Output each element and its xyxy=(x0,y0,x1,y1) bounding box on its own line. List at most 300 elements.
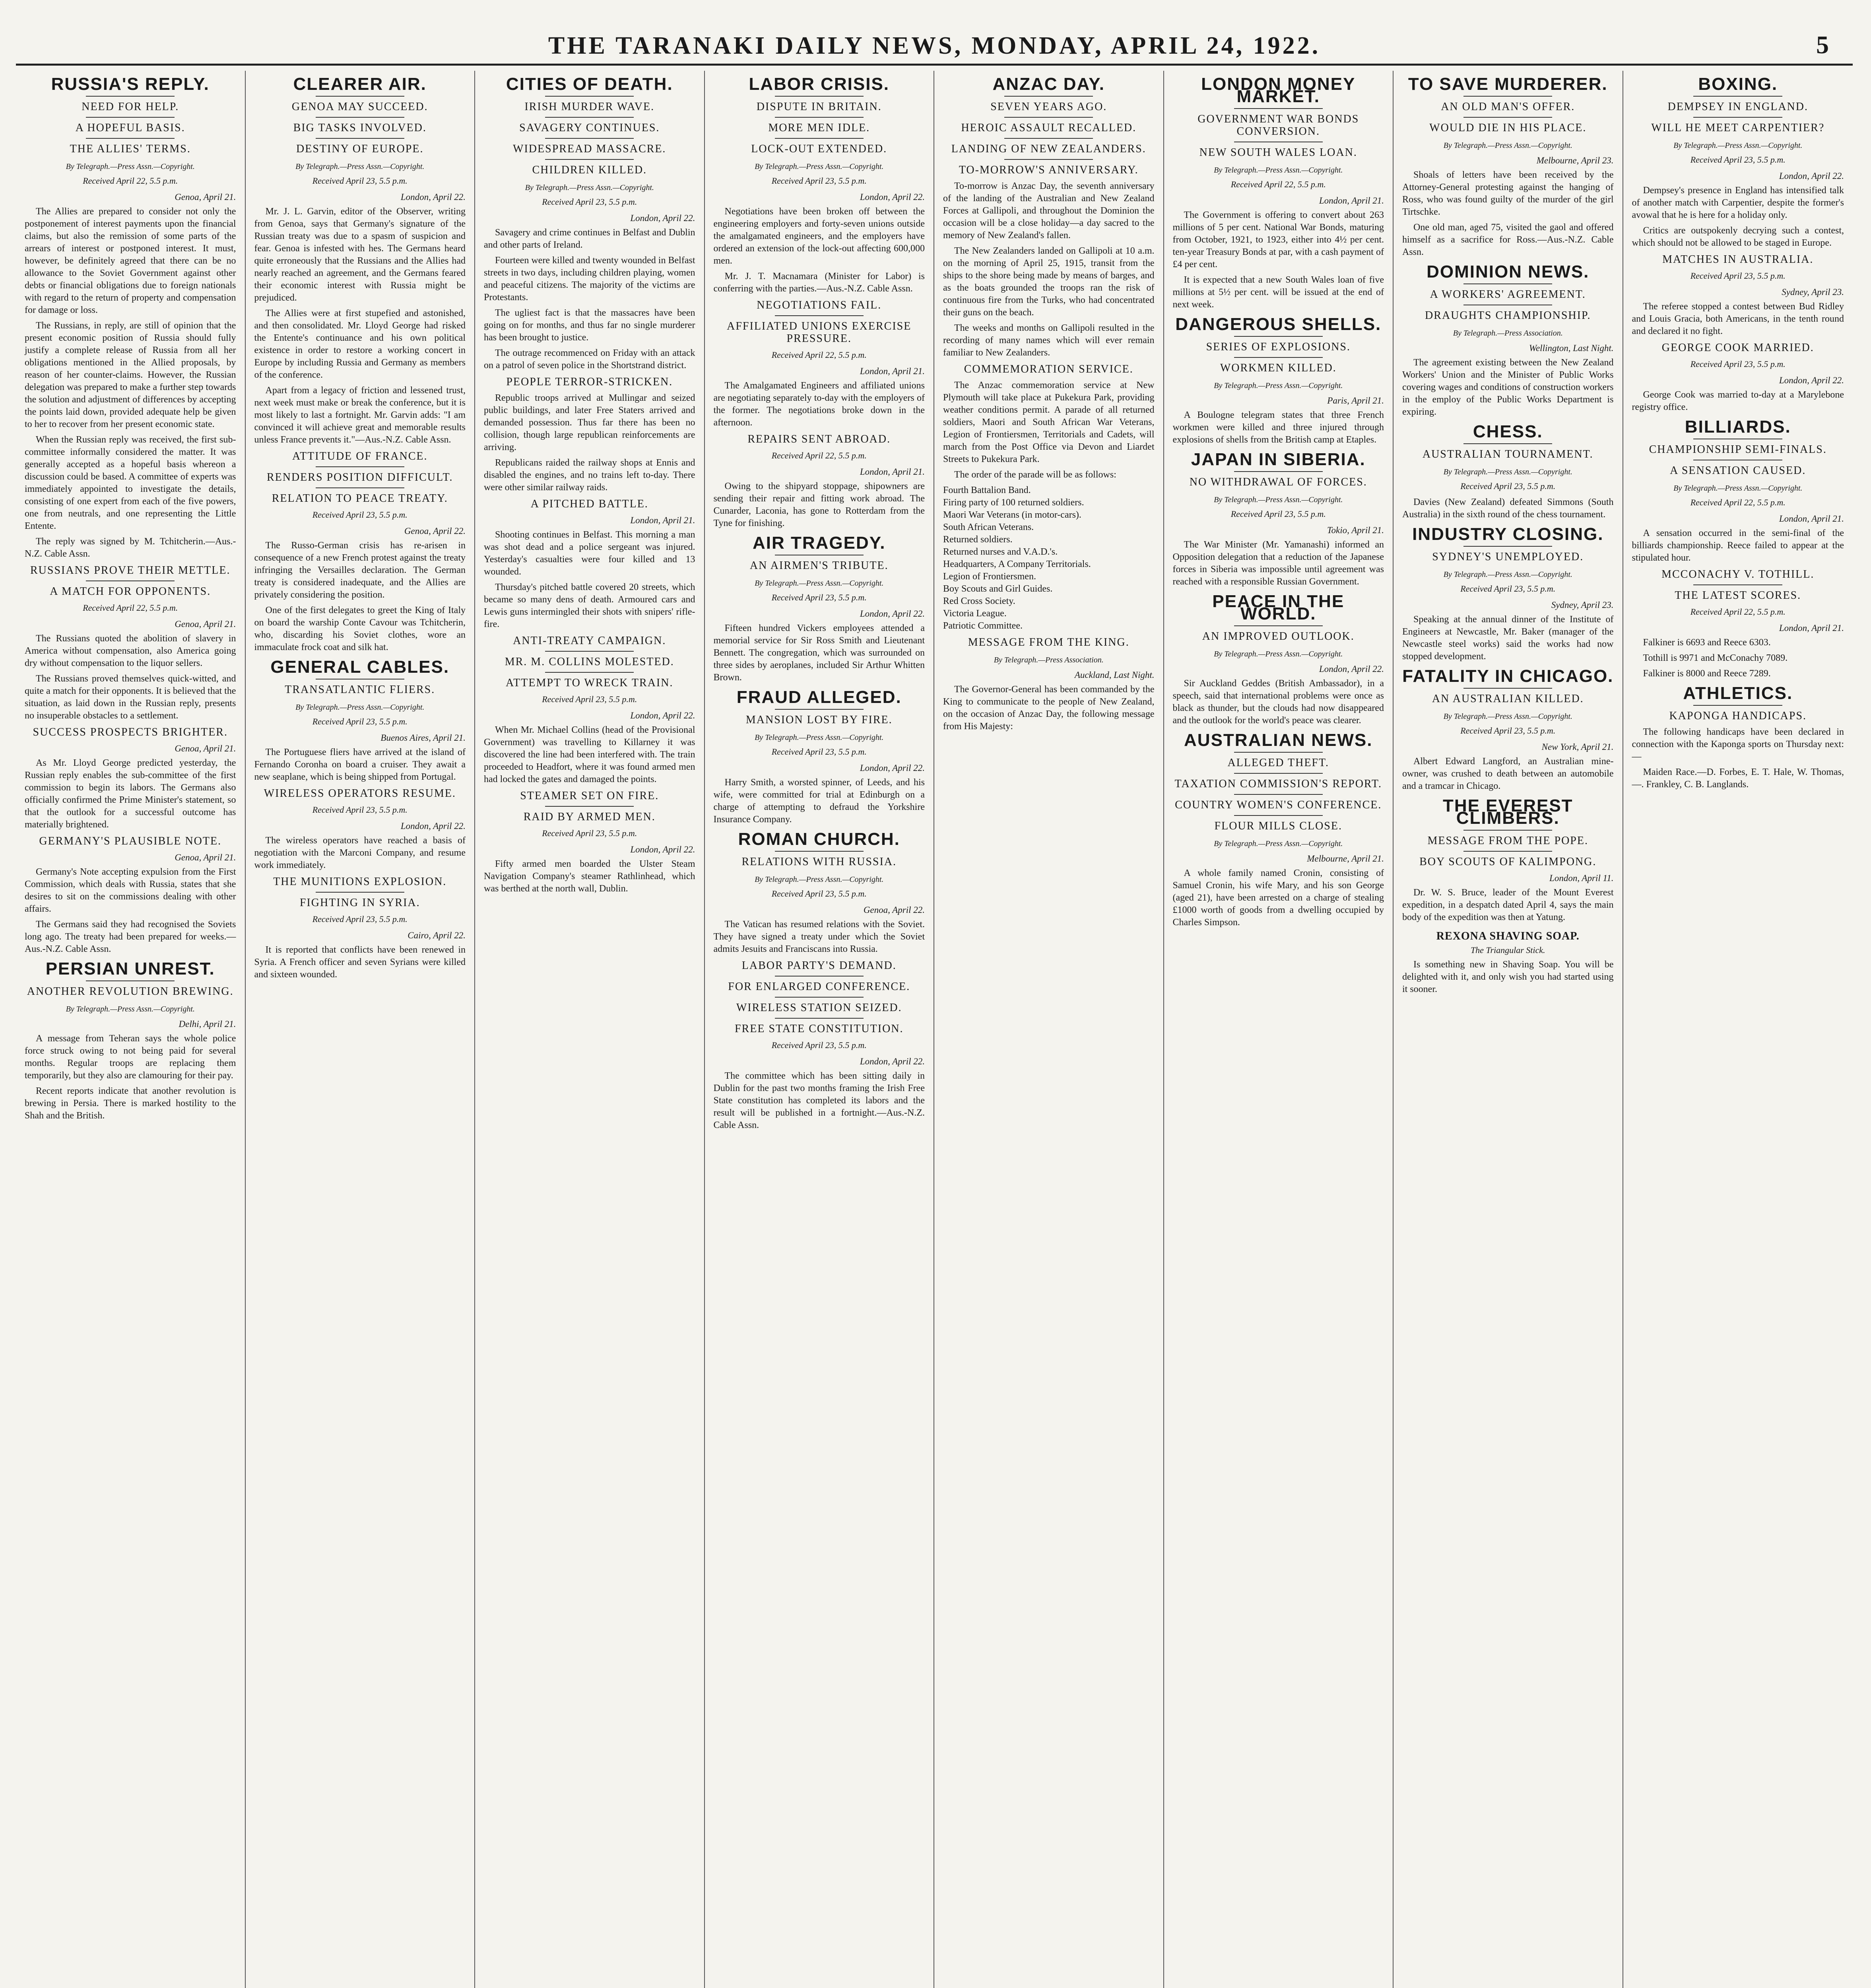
paragraph: The order of the parade will be as follows: xyxy=(954,470,1116,480)
divider xyxy=(1234,794,1323,795)
deck: RELATION TO PEACE TREATY. xyxy=(272,492,448,505)
article xyxy=(1402,422,1614,521)
paragraph: The Portuguese fliers have arrived at the island of Fernando Coronha on board a cruiser. They await a new seaplane, which is being shipped from Portugal. xyxy=(254,747,466,782)
article xyxy=(1402,666,1614,792)
paragraph: The Germans said they had recognised the Soviets long ago. The treaty had been prepared for weeks.—Aus.-N.Z. Cable Assn. xyxy=(25,919,236,954)
article xyxy=(1402,74,1614,258)
received-time: Received April 22, 5.5 p.m. xyxy=(1690,607,1786,617)
dateline: Genoa, April 22. xyxy=(863,905,925,915)
deck: KAPONGA HANDICAPS. xyxy=(1669,710,1807,722)
divider xyxy=(1463,283,1552,284)
divider xyxy=(545,672,634,673)
headline: FATALITY IN CHICAGO. xyxy=(1402,666,1614,686)
wire-credit: By Telegraph.—Press Assn.—Copyright. xyxy=(1214,381,1343,390)
deck: MANSION LOST BY FIRE. xyxy=(745,714,893,726)
article xyxy=(484,498,695,631)
deck: TRANSATLANTIC FLIERS. xyxy=(285,683,435,696)
paragraph: The wireless operators have reached a basis of negotiation with the Marconi Company, and resume work immediately. xyxy=(254,835,466,870)
list-item: Returned soldiers. xyxy=(943,534,1013,545)
headline: BILLIARDS. xyxy=(1685,417,1791,437)
received-time: Received April 23, 5.5 p.m. xyxy=(542,694,637,704)
wire-credit: By Telegraph.—Press Assn.—Copyright. xyxy=(525,183,654,192)
deck: RAID BY ARMED MEN. xyxy=(523,811,656,823)
received-time: Received April 23, 5.5 p.m. xyxy=(312,716,408,726)
list-item: South African Veterans. xyxy=(943,522,1034,532)
paragraph: It is reported that conflicts have been renewed in Syria. A French officer and seven Syrians were killed and sixteen wounded. xyxy=(254,945,466,980)
deck: ANOTHER REVOLUTION BREWING. xyxy=(27,985,234,998)
headline: ROMAN CHURCH. xyxy=(738,829,900,849)
divider xyxy=(1004,117,1093,118)
paragraph: Speaking at the annual dinner of the Institute of Engineers at Newcastle, Mr. Baker (manager of the Newcastle steel works) said the works had now stopped development. xyxy=(1402,614,1614,662)
dateline: London, April 21. xyxy=(860,366,925,376)
deck: REPAIRS SENT ABROAD. xyxy=(747,433,891,445)
paragraph: A message from Teheran says the whole police force struck owing to not being paid for several months. Regular troops are replacing them temporarily, but they also are clamouring for their pay. xyxy=(25,1033,236,1081)
headline: INDUSTRY CLOSING. xyxy=(1412,524,1604,544)
divider xyxy=(545,96,634,97)
deck: ANTI-TREATY CAMPAIGN. xyxy=(513,635,666,647)
article xyxy=(484,376,695,494)
parade-order-list xyxy=(943,484,1155,632)
dateline: London, April 21. xyxy=(1779,623,1844,633)
divider xyxy=(1693,705,1782,706)
article xyxy=(714,299,925,429)
wire-credit: By Telegraph.—Press Assn.—Copyright. xyxy=(755,162,884,171)
headline: PEACE IN THE WORLD. xyxy=(1212,592,1345,623)
wire-credit: By Telegraph.—Press Assn.—Copyright. xyxy=(755,579,884,588)
divider xyxy=(775,976,864,977)
paragraph: Thursday's pitched battle covered 20 streets, which became so many dens of death. Armoured cars and Lewis guns intermingled their shots with snipers' rifle-fire. xyxy=(484,582,695,629)
deck: DESTINY OF EUROPE. xyxy=(296,143,424,155)
received-time: Received April 23, 5.5 p.m. xyxy=(542,828,637,838)
deck: GERMANY'S PLAUSIBLE NOTE. xyxy=(39,835,222,847)
dateline: London, April 21. xyxy=(630,515,695,525)
divider xyxy=(1463,851,1552,852)
list-item: Fourth Battalion Band. xyxy=(943,485,1031,495)
paragraph: The Anzac commemoration service at New Plymouth will take place at Pukekura Park, providing weather conditions permit. A parade of all returned soldiers, Maori and South African War Veterans, Legion of Frontiersmen, Territorials and Cadets, will march from the Post Office via Devon and Liardet Streets to Pukekura Park. xyxy=(943,380,1155,464)
divider xyxy=(1463,443,1552,444)
article xyxy=(254,787,466,872)
received-time: Received April 23, 5.5 p.m. xyxy=(1690,155,1786,165)
received-time: Received April 23, 5.5 p.m. xyxy=(771,592,867,602)
deck: LABOR PARTY'S DEMAND. xyxy=(741,959,897,972)
wire-credit: By Telegraph.—Press Association. xyxy=(994,656,1104,664)
paragraph: The Allies are prepared to consider not only the postponement of interest payments upon the financial claims, but also the remission of some parts of the arrears of interest or postponed interest. It must, however, be definitely agreed that there can be no allowance to the Soviet Government against other debts or financial obligations due to foreign nationals with regard to the return of property and compensation for damage or loss. xyxy=(25,206,236,315)
deck: NEED FOR HELP. xyxy=(82,101,179,113)
article xyxy=(713,829,925,955)
dateline: London, April 22. xyxy=(400,821,466,831)
dateline: London, April 21. xyxy=(1779,514,1844,524)
deck: ATTITUDE OF FRANCE. xyxy=(292,450,428,462)
article xyxy=(943,363,1155,632)
column-1 xyxy=(16,71,246,1988)
deck: GENOA MAY SUCCEED. xyxy=(291,101,428,113)
list-item: Firing party of 100 returned soldiers. xyxy=(943,497,1084,508)
deck: WIDESPREAD MASSACRE. xyxy=(513,143,666,155)
deck: MESSAGE FROM THE POPE. xyxy=(1427,835,1588,847)
deck: TAXATION COMMISSION'S REPORT. xyxy=(1174,778,1382,790)
divider xyxy=(1234,625,1323,626)
paragraph: Dempsey's presence in England has intensified talk of another match with Carpentier, despite the former's avowal that he is here for a holiday only. xyxy=(1632,185,1844,220)
divider xyxy=(86,980,175,981)
received-time: Received April 22, 5.5 p.m. xyxy=(83,603,178,613)
article xyxy=(1172,592,1384,727)
divider xyxy=(1463,96,1552,97)
paragraph: George Cook was married to-day at a Marylebone registry office. xyxy=(1632,390,1844,412)
divider xyxy=(1234,336,1323,337)
article xyxy=(1402,930,1614,996)
page-number: 5 xyxy=(1816,31,1829,59)
paragraph: Republic troops arrived at Mullingar and seized public buildings, and later Free Staters arrived and demanded possession. Thus far there has been no collision, though large republican reinforcements are arriving. xyxy=(484,393,695,452)
article xyxy=(254,450,466,654)
received-time: Received April 23, 5.5 p.m. xyxy=(1460,726,1556,736)
paragraph: A sensation occurred in the semi-final of the billiards championship. Reece failed to appear at the stipulated hour. xyxy=(1632,528,1844,563)
article xyxy=(1632,253,1844,338)
received-time: Received April 22, 5.5 p.m. xyxy=(1690,497,1786,507)
wire-credit: By Telegraph.—Press Assn.—Copyright. xyxy=(1214,495,1343,504)
deck: LOCK-OUT EXTENDED. xyxy=(751,143,887,155)
dateline: Sydney, April 23. xyxy=(1551,600,1614,610)
deck: AUSTRALIAN TOURNAMENT. xyxy=(1422,448,1593,460)
list-item: Patriotic Committee. xyxy=(943,621,1023,631)
paragraph: The New Zealanders landed on Gallipoli at 10 a.m. on the morning of April 25, 1915, transit from the ships to the shore being made by means of barges, and as the boats grounded the troops ran the risk of continuous fire from the Turks, who had concentrated their guns on the beach. xyxy=(943,246,1155,318)
received-time: Received April 23, 5.5 p.m. xyxy=(312,176,408,186)
dateline: London, April 22. xyxy=(630,845,695,854)
headline: AIR TRAGEDY. xyxy=(753,533,886,553)
headline: CHESS. xyxy=(1473,422,1543,441)
paragraph: A Boulogne telegram states that three French workmen were killed and three injured through explosions of shells from the British camp at Etaples. xyxy=(1172,410,1384,445)
paragraph: The reply was signed by M. Tchitcherin.—Aus.-N.Z. Cable Assn. xyxy=(25,536,236,559)
divider xyxy=(545,117,634,118)
dateline: Buenos Aires, April 21. xyxy=(380,733,466,743)
deck: A WORKERS' AGREEMENT. xyxy=(1430,288,1586,301)
article xyxy=(1402,524,1614,663)
article xyxy=(254,876,466,981)
divider xyxy=(1004,96,1093,97)
paragraph: Davies (New Zealand) defeated Simmons (South Australia) in the sixth round of the chess tournament. xyxy=(1402,497,1614,520)
divider xyxy=(316,117,404,118)
dateline: Genoa, April 21. xyxy=(175,852,236,862)
deck: NEW SOUTH WALES LOAN. xyxy=(1199,146,1357,159)
column-5 xyxy=(934,71,1164,1988)
ad-subtitle: The Triangular Stick. xyxy=(1470,945,1545,955)
deck: CHILDREN KILLED. xyxy=(532,164,647,176)
deck: MCCONACHY V. TOTHILL. xyxy=(1661,568,1815,580)
list-item: Victoria League. xyxy=(943,608,1007,619)
paragraph: The War Minister (Mr. Yamanashi) informed an Opposition delegation that a reduction of the Japanese forces in Siberia was impossible until agreement was reached with a responsible Russian Government. xyxy=(1172,540,1384,587)
deck: GEORGE COOK MARRIED. xyxy=(1661,342,1814,354)
divider xyxy=(1004,159,1093,160)
divider xyxy=(775,138,864,139)
paragraph: The following handicaps have been declared in connection with the Kaponga sports on Thursday next:— xyxy=(1632,727,1844,762)
divider xyxy=(545,806,634,807)
wire-credit: By Telegraph.—Press Assn.—Copyright. xyxy=(1673,141,1803,150)
headline: AUSTRALIAN NEWS. xyxy=(1184,730,1373,750)
divider xyxy=(1463,688,1552,689)
deck: BIG TASKS INVOLVED. xyxy=(293,122,427,134)
deck: PEOPLE TERROR-STRICKEN. xyxy=(506,376,673,388)
deck: SYDNEY'S UNEMPLOYED. xyxy=(1432,551,1584,563)
column-2 xyxy=(246,71,476,1988)
paragraph: To-morrow is Anzac Day, the seventh anniversary of the landing of the Australian and New Zealand Forces at Gallipoli, and throughout the Dominion the occasion will be a close holiday—a day sacred to the memory of New Zealand's fallen. xyxy=(943,181,1155,241)
deck: NEGOTIATIONS FAIL. xyxy=(757,299,882,311)
dateline: New York, April 21. xyxy=(1541,742,1614,752)
deck: MR. M. COLLINS MOLESTED. xyxy=(505,656,674,668)
headline: LABOR CRISIS. xyxy=(749,74,890,94)
wire-credit: By Telegraph.—Press Assn.—Copyright. xyxy=(295,162,425,171)
divider xyxy=(1463,546,1552,547)
wire-credit: By Telegraph.—Press Association. xyxy=(1453,329,1563,338)
deck: LANDING OF NEW ZEALANDERS. xyxy=(951,143,1146,155)
wire-credit: By Telegraph.—Press Assn.—Copyright. xyxy=(755,875,884,884)
paragraph: Owing to the shipyard stoppage, shipowners are sending their repair and fitting work abroad. The Cunarder, Laconia, has gone to Rotterdam from the Tyne for finishing. xyxy=(713,481,925,528)
paragraph: Apart from a legacy of friction and lessened trust, next week must make or break the conference, but it is most likely to last a fortnight. Mr. Garvin adds: "I am convinced it will achieve great and memorable results unless France prevents it."—Aus.-N.Z. Cable Assn. xyxy=(254,385,466,445)
divider xyxy=(775,1018,864,1019)
article xyxy=(25,959,236,1122)
column-3 xyxy=(475,71,705,1988)
deck: AFFILIATED UNIONS EXERCISE PRESSURE. xyxy=(727,320,912,345)
divider xyxy=(1234,108,1323,109)
dateline: London, April 21. xyxy=(1319,196,1384,206)
masthead-title: THE TARANAKI DAILY NEWS, MONDAY, APRIL 24, 1922. xyxy=(548,32,1321,59)
divider xyxy=(1463,117,1552,118)
article xyxy=(25,74,236,560)
dateline: Auckland, Last Night. xyxy=(1074,670,1155,680)
dateline: Tokio, April 21. xyxy=(1327,525,1384,535)
dateline: Genoa, April 22. xyxy=(404,526,466,536)
article xyxy=(1172,315,1384,446)
article xyxy=(713,533,925,684)
wire-credit: By Telegraph.—Press Assn.—Copyright. xyxy=(1443,570,1572,579)
deck: RUSSIANS PROVE THEIR METTLE. xyxy=(30,564,231,577)
column-6 xyxy=(1164,71,1394,1988)
deck: HEROIC ASSAULT RECALLED. xyxy=(961,122,1137,134)
deck: THE ALLIES' TERMS. xyxy=(70,143,191,155)
headline: LONDON MONEY MARKET. xyxy=(1201,74,1356,106)
article xyxy=(1632,568,1844,680)
dateline: London, April 22. xyxy=(630,213,695,223)
wire-credit: By Telegraph.—Press Assn.—Copyright. xyxy=(1443,712,1572,721)
deck: FREE STATE CONSTITUTION. xyxy=(734,1023,904,1035)
wire-credit: By Telegraph.—Press Assn.—Copyright. xyxy=(295,703,425,712)
deck: GOVERNMENT WAR BONDS CONVERSION. xyxy=(1198,113,1359,138)
deck: WIRELESS OPERATORS RESUME. xyxy=(264,787,456,800)
dateline: Sydney, April 23. xyxy=(1782,287,1844,297)
paragraph: The committee which has been sitting daily in Dublin for the past two months framing the Irish Free State constitution has completed its labors and the result will be published in a fortnight.—Aus.-N.Z. Cable Assn. xyxy=(713,1071,925,1130)
deck: THE LATEST SCORES. xyxy=(1675,589,1801,602)
deck: RENDERS POSITION DIFFICULT. xyxy=(266,471,453,483)
article xyxy=(25,564,236,722)
dateline: Genoa, April 21. xyxy=(175,619,236,629)
deck: A MATCH FOR OPPONENTS. xyxy=(50,585,211,598)
received-time: Received April 23, 5.5 p.m. xyxy=(1690,359,1786,369)
deck: NO WITHDRAWAL OF FORCES. xyxy=(1189,476,1367,488)
received-time: Received April 22, 5.5 p.m. xyxy=(771,350,867,360)
paragraph: As Mr. Lloyd George predicted yesterday, the Russian reply enables the sub-committee of the first commission to begin its labors. The Germans also officially confirmed the Prime Minister's statement, so that the outlook for a successful outcome has materially brightened. xyxy=(25,758,236,830)
dateline: Genoa, April 21. xyxy=(175,192,236,202)
dateline: London, April 22. xyxy=(400,192,466,202)
paragraph: The ugliest fact is that the massacres have been going on for months, and thus far no single murderer has been brought to justice. xyxy=(484,308,695,343)
paragraph: A whole family named Cronin, consisting of Samuel Cronin, his wife Mary, and his son George (aged 21), have been arrested on a charge of stealing £1000 worth of goods from a dwelling occupied by Charles Simpson. xyxy=(1172,868,1384,928)
divider xyxy=(1004,138,1093,139)
dateline: Cairo, April 22. xyxy=(408,930,466,940)
headline: ATHLETICS. xyxy=(1683,683,1793,703)
paragraph: Shooting continues in Belfast. This morning a man was shot dead and a police sergeant was injured. Yesterday's casualties were four killed and 13 wounded. xyxy=(484,530,695,577)
divider xyxy=(545,159,634,160)
wire-credit: By Telegraph.—Press Assn.—Copyright. xyxy=(1673,484,1803,493)
list-item: Maori War Veterans (in motor-cars). xyxy=(943,510,1081,520)
headline: CITIES OF DEATH. xyxy=(506,74,673,94)
received-time: Received April 23, 5.5 p.m. xyxy=(1690,271,1786,281)
dateline: London, April 22. xyxy=(860,609,925,619)
article xyxy=(25,726,236,831)
received-time: Received April 23, 5.5 p.m. xyxy=(771,747,867,757)
paragraph: Albert Edward Langford, an Australian mine-owner, was crushed to death between an automobile and a tramcar in Chicago. xyxy=(1402,756,1614,791)
deck: SUCCESS PROSPECTS BRIGHTER. xyxy=(33,726,228,738)
divider xyxy=(775,997,864,998)
dateline: Delhi, April 21. xyxy=(179,1019,236,1029)
paragraph: Fifty armed men boarded the Ulster Steam Navigation Company's steamer Rathlinhead, which was berthed at the north wall, Dublin. xyxy=(484,859,695,894)
article xyxy=(713,687,925,826)
list-item: Boy Scouts and Girl Guides. xyxy=(943,584,1053,594)
divider xyxy=(775,709,864,710)
newspaper-columns xyxy=(16,71,1853,1988)
deck: A HOPEFUL BASIS. xyxy=(75,122,185,134)
deck: SEVEN YEARS AGO. xyxy=(990,101,1107,113)
headline: DANGEROUS SHELLS. xyxy=(1175,315,1382,334)
article xyxy=(254,74,466,446)
divider xyxy=(1693,117,1782,118)
dateline: London, April 21. xyxy=(860,467,925,477)
deck: IRISH MURDER WAVE. xyxy=(524,101,655,113)
deck: CHAMPIONSHIP SEMI-FINALS. xyxy=(1649,443,1827,456)
article xyxy=(714,959,925,1132)
article xyxy=(1172,730,1384,929)
divider xyxy=(86,138,175,139)
paragraph: The referee stopped a contest between Bud Ridley and Louis Gracia, both Americans, in the tenth round and declared it no fight. xyxy=(1632,301,1844,336)
paragraph: The Russians quoted the abolition of slavery in America without compensation, also America going dry without compensation to the liquor sellers. xyxy=(25,633,236,668)
headline: RUSSIA'S REPLY. xyxy=(51,74,210,94)
paragraph: Republicans raided the railway shops at Ennis and disabled the engines, and no trains left to-day. There were other similar railway raids. xyxy=(484,458,695,493)
list-item: Headquarters, A Company Territorials. xyxy=(943,559,1091,569)
wire-credit: By Telegraph.—Press Assn.—Copyright. xyxy=(755,733,884,742)
headline: TO SAVE MURDERER. xyxy=(1408,74,1608,94)
paragraph: Critics are outspokenly decrying such a contest, which should not be allowed to be staged in Europe. xyxy=(1632,225,1844,248)
headline: DOMINION NEWS. xyxy=(1427,262,1590,282)
paragraph: The Allies were at first stupefied and astonished, and then consolidated. Mr. Lloyd George had risked the Entente's continuance and his own political existence in order to restore a working concert in Europe by including Russia and Germany as members of the conference. xyxy=(254,308,466,380)
deck: AN AUSTRALIAN KILLED. xyxy=(1432,693,1584,705)
received-time: Received April 23, 5.5 p.m. xyxy=(1231,509,1326,519)
paragraph: One old man, aged 75, visited the gaol and offered himself as a sacrifice for Ross.—Aus.-N.Z. Cable Assn. xyxy=(1402,222,1614,257)
deck: TO-MORROW'S ANNIVERSARY. xyxy=(959,164,1139,176)
headline: GENERAL CABLES. xyxy=(270,657,450,677)
deck: COUNTRY WOMEN'S CONFERENCE. xyxy=(1175,799,1382,811)
paragraph: Is something new in Shaving Soap. You will be delighted with it, and only wish you had started using it sooner. xyxy=(1402,959,1614,994)
masthead xyxy=(16,28,1853,66)
divider xyxy=(545,138,634,139)
dateline: Genoa, April 21. xyxy=(175,744,236,753)
paragraph: The Russians, in reply, are still of opinion that the present economic position of Russia should fully justify a complete release of Russia from all her obligations mentioned in the Allied proposals, by reason of her counter-claims. However, the Russian delegation was prepared to make a further step towards the solution and adjustment of differences by accepting the points laid down, provided adequate help be given to her to recover from her present economic state. xyxy=(25,320,236,429)
deck: DISPUTE IN BRITAIN. xyxy=(756,101,882,113)
divider xyxy=(1234,357,1323,358)
paragraph: The Vatican has resumed relations with the Soviet. They have signed a treaty under which the Soviet admits Jesuits and Franciscans into Russia. xyxy=(713,919,925,954)
divider xyxy=(775,117,864,118)
paragraph: Sir Auckland Geddes (British Ambassador), in a speech, said that international problems were once as black as thunder, but the clouds had now disappeared and the outlook for the world's peace was clearer. xyxy=(1172,678,1384,726)
article xyxy=(943,74,1155,359)
deck: STEAMER SET ON FIRE. xyxy=(520,790,659,802)
article xyxy=(1402,262,1614,418)
divider xyxy=(775,96,864,97)
paragraph: Negotiations have been broken off between the engineering employers and forty-seven unions outside the amalgamated engineers, and the employers have ordered an extension of the lock-out affecting 600,000 men. xyxy=(713,206,925,266)
paragraph: The Amalgamated Engineers and affiliated unions are negotiating separately to-day with the employers of the former. The negotiations broke down in the afternoon. xyxy=(713,381,925,428)
deck: A SENSATION CAUSED. xyxy=(1670,464,1806,477)
dateline: London, April 22. xyxy=(1779,171,1844,181)
received-time: Received April 23, 5.5 p.m. xyxy=(1460,481,1556,491)
article xyxy=(713,74,925,295)
deck: WORKMEN KILLED. xyxy=(1220,362,1337,374)
article xyxy=(254,657,466,783)
article xyxy=(1172,450,1384,588)
headline: PERSIAN UNREST. xyxy=(45,959,215,978)
divider xyxy=(1234,752,1323,753)
dateline: Melbourne, April 21. xyxy=(1307,854,1384,864)
deck: DEMPSEY IN ENGLAND. xyxy=(1667,101,1808,113)
deck: AN AIRMEN'S TRIBUTE. xyxy=(749,559,889,572)
deck: SAVAGERY CONTINUES. xyxy=(519,122,660,134)
article xyxy=(1172,74,1384,311)
received-time: Received April 22, 5.5 p.m. xyxy=(1231,179,1326,189)
deck: BOY SCOUTS OF KALIMPONG. xyxy=(1419,856,1597,868)
paragraph: Maiden Race.—D. Forbes, E. T. Hale, W. Thomas, —. Frankley, C. B. Langlands. xyxy=(1632,767,1844,790)
deck: FOR ENLARGED CONFERENCE. xyxy=(728,980,910,993)
deck: COMMEMORATION SERVICE. xyxy=(964,363,1133,375)
deck: WIRELESS STATION SEIZED. xyxy=(736,1002,902,1014)
dateline: London, April 22. xyxy=(630,711,695,720)
deck: DRAUGHTS CHAMPIONSHIP. xyxy=(1425,309,1591,322)
dateline: London, April 22. xyxy=(1779,375,1844,385)
divider xyxy=(1693,96,1782,97)
divider xyxy=(1234,471,1323,472)
wire-credit: By Telegraph.—Press Assn.—Copyright. xyxy=(1214,839,1343,848)
paragraph: One of the first delegates to greet the King of Italy on board the warship Conte Cavour was Tchitcherin, who, discarding his Soviet clothes, wore an immaculate frock coat and silk hat. xyxy=(254,605,466,652)
divider xyxy=(316,487,404,488)
list-item: Red Cross Society. xyxy=(943,596,1015,606)
divider xyxy=(316,466,404,467)
dateline: London, April 22. xyxy=(860,763,925,773)
paragraph: Shoals of letters have been received by the Attorney-General protesting against the hanging of Ross, who was found guilty of the murder of the girl Tirtschke. xyxy=(1402,170,1614,217)
paragraph: Dr. W. S. Bruce, leader of the Mount Everest expedition, in a despatch dated April 4, says the main body of the expedition was then at Yatung. xyxy=(1402,887,1614,922)
divider xyxy=(1234,773,1323,774)
paragraph: The Russians proved themselves quick-witted, and quite a match for their opponents. It is believed that the situation, as laid down in the Russian reply, presents no insuperable obstacles to a settlement. xyxy=(25,674,236,721)
article xyxy=(714,433,925,530)
deck: ATTEMPT TO WRECK TRAIN. xyxy=(506,677,673,689)
list-item: Returned nurses and V.A.D.'s. xyxy=(943,547,1058,557)
deck: SERIES OF EXPLOSIONS. xyxy=(1206,341,1351,353)
dateline: London, April 22. xyxy=(1319,664,1384,674)
headline: FRAUD ALLEGED. xyxy=(736,687,902,707)
received-time: Received April 23, 5.5 p.m. xyxy=(771,1040,867,1050)
paragraph: Harry Smith, a worsted spinner, of Leeds, and his wife, were committed for trial at Edinburgh on a charge of attempting to defraud the Yorkshire Insurance Company. xyxy=(713,777,925,825)
paragraph: The Russo-German crisis has re-arisen in consequence of a new French protest against the treaty infringing the Versailles declaration. The German treaty is considered inadequate, and the Allies are privately considering the position. xyxy=(254,540,466,600)
column-7 xyxy=(1394,71,1623,1988)
headline: ANZAC DAY. xyxy=(992,74,1105,94)
paragraph: The weeks and months on Gallipoli resulted in the recording of many names which will ever remain familiar to New Zealanders. xyxy=(943,323,1155,358)
paragraph: Germany's Note accepting expulsion from the First Commission, which deals with Russia, states that she desires to sit on the commissions dealing with other affairs. xyxy=(25,867,236,914)
headline: JAPAN IN SIBERIA. xyxy=(1191,450,1366,469)
deck: MORE MEN IDLE. xyxy=(768,122,870,134)
article xyxy=(484,635,695,786)
deck: ALLEGED THEFT. xyxy=(1227,757,1329,769)
divider xyxy=(775,851,864,852)
